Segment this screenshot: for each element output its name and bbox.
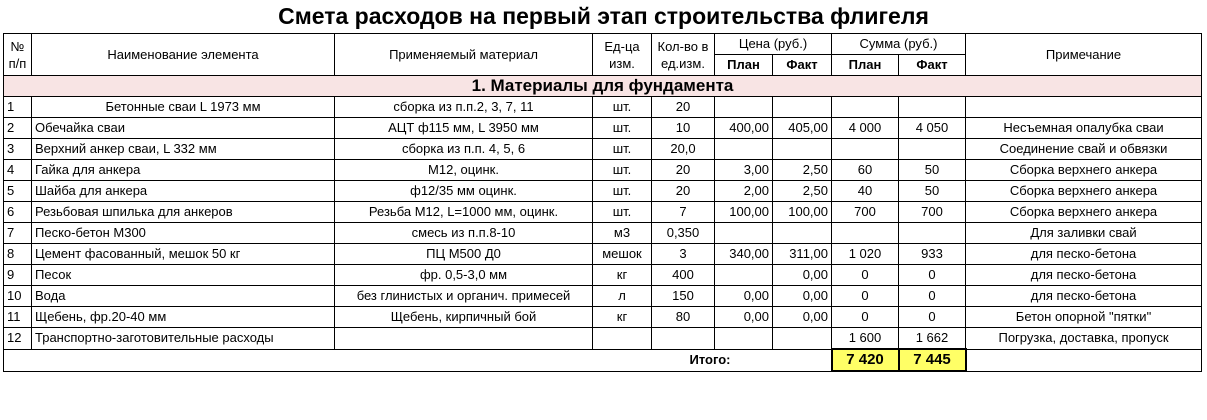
cell-name: Песок [32, 265, 335, 286]
cell-price-plan: 0,00 [715, 307, 773, 328]
cell-qty: 80 [652, 307, 715, 328]
cell-unit: шт. [593, 160, 652, 181]
cell-name: Гайка для анкера [32, 160, 335, 181]
header-price: Цена (руб.) [715, 34, 832, 55]
cell-note: Сборка верхнего анкера [966, 160, 1202, 181]
cell-price-plan: 3,00 [715, 160, 773, 181]
header-name: Наименование элемента [32, 34, 335, 76]
cell-material: ф12/35 мм оцинк. [335, 181, 593, 202]
cell-note: Для заливки свай [966, 223, 1202, 244]
cell-unit [593, 328, 652, 350]
cell-price-plan: 100,00 [715, 202, 773, 223]
cell-price-fact: 2,50 [773, 181, 832, 202]
cell-note: Сборка верхнего анкера [966, 181, 1202, 202]
cell-sum-plan [832, 97, 899, 118]
cell-qty: 20 [652, 97, 715, 118]
cell-name: Шайба для анкера [32, 181, 335, 202]
cell-price-fact: 0,00 [773, 265, 832, 286]
header-material: Применяемый материал [335, 34, 593, 76]
cell-name: Обечайка сваи [32, 118, 335, 139]
cell-price-fact: 100,00 [773, 202, 832, 223]
cell-sum-fact [899, 97, 966, 118]
cell-qty: 20,0 [652, 139, 715, 160]
cell-price-plan [715, 265, 773, 286]
cell-price-fact: 0,00 [773, 286, 832, 307]
cell-qty [652, 328, 715, 350]
cell-sum-plan: 0 [832, 286, 899, 307]
cell-price-plan: 2,00 [715, 181, 773, 202]
header-qty: Кол-во в ед.изм. [652, 34, 715, 76]
cell-qty: 20 [652, 160, 715, 181]
table-row [4, 139, 1202, 160]
total-fact: 7 445 [899, 349, 966, 371]
cell-sum-plan: 1 020 [832, 244, 899, 265]
total-plan: 7 420 [832, 349, 899, 371]
cell-unit: кг [593, 307, 652, 328]
cell-sum-fact [899, 139, 966, 160]
cell-note: для песко-бетона [966, 244, 1202, 265]
header-sum-plan: План [832, 55, 899, 76]
cell-name: Верхний анкер сваи, L 332 мм [32, 139, 335, 160]
cell-sum-fact: 1 662 [899, 328, 966, 350]
table-row [4, 223, 1202, 244]
total-label: Итого: [4, 349, 832, 371]
cell-note [966, 97, 1202, 118]
cell-material: АЦТ ф115 мм, L 3950 мм [335, 118, 593, 139]
header-sum: Сумма (руб.) [832, 34, 966, 55]
cell-material: Резьба М12, L=1000 мм, оцинк. [335, 202, 593, 223]
cell-num: 10 [4, 286, 32, 307]
cell-sum-fact: 700 [899, 202, 966, 223]
cell-name: Цемент фасованный, мешок 50 кг [32, 244, 335, 265]
cell-sum-fact: 0 [899, 265, 966, 286]
cell-unit: шт. [593, 97, 652, 118]
estimate-table [3, 33, 1202, 372]
cell-note: Несъемная опалубка сваи [966, 118, 1202, 139]
header-price-plan: План [715, 55, 773, 76]
table-row [4, 181, 1202, 202]
cell-note: Сборка верхнего анкера [966, 202, 1202, 223]
cell-qty: 7 [652, 202, 715, 223]
cell-sum-plan: 4 000 [832, 118, 899, 139]
table-row [4, 202, 1202, 223]
cell-material: без глинистых и органич. примесей [335, 286, 593, 307]
cell-num: 1 [4, 97, 32, 118]
cell-qty: 10 [652, 118, 715, 139]
cell-sum-fact: 50 [899, 160, 966, 181]
header-sum-fact: Факт [899, 55, 966, 76]
cell-sum-fact: 4 050 [899, 118, 966, 139]
cell-name: Транспортно-заготовительные расходы [32, 328, 335, 350]
cell-num: 12 [4, 328, 32, 350]
cell-name: Вода [32, 286, 335, 307]
cell-price-plan [715, 97, 773, 118]
cell-unit: кг [593, 265, 652, 286]
cell-price-plan [715, 139, 773, 160]
cell-name: Щебень, фр.20-40 мм [32, 307, 335, 328]
cell-num: 6 [4, 202, 32, 223]
cell-qty: 3 [652, 244, 715, 265]
cell-qty: 0,350 [652, 223, 715, 244]
cell-unit: м3 [593, 223, 652, 244]
cell-price-fact [773, 223, 832, 244]
header-note: Примечание [966, 34, 1202, 76]
header-price-fact: Факт [773, 55, 832, 76]
cell-price-fact: 0,00 [773, 307, 832, 328]
header-unit: Ед-ца изм. [593, 34, 652, 76]
cell-sum-fact: 933 [899, 244, 966, 265]
cell-sum-plan: 700 [832, 202, 899, 223]
cell-name: Бетонные сваи L 1973 мм [32, 97, 335, 118]
cell-sum-plan: 60 [832, 160, 899, 181]
cell-qty: 400 [652, 265, 715, 286]
cell-sum-plan: 0 [832, 307, 899, 328]
cell-qty: 150 [652, 286, 715, 307]
cell-sum-fact: 0 [899, 307, 966, 328]
cell-num: 4 [4, 160, 32, 181]
cell-num: 9 [4, 265, 32, 286]
table-row [4, 307, 1202, 328]
table-row [4, 328, 1202, 350]
header-num: № п/п [4, 34, 32, 76]
cell-num: 5 [4, 181, 32, 202]
cell-price-fact [773, 97, 832, 118]
table-row [4, 97, 1202, 118]
cell-price-fact [773, 139, 832, 160]
cell-note: Бетон опорной "пятки" [966, 307, 1202, 328]
cell-name: Песко-бетон М300 [32, 223, 335, 244]
cell-price-fact: 2,50 [773, 160, 832, 181]
table-row [4, 160, 1202, 181]
cell-material: фр. 0,5-3,0 мм [335, 265, 593, 286]
cell-price-plan: 340,00 [715, 244, 773, 265]
cell-sum-fact: 0 [899, 286, 966, 307]
cell-material: ПЦ М500 Д0 [335, 244, 593, 265]
page-title: Смета расходов на первый этап строительства флигеля [278, 3, 929, 29]
cell-note: для песко-бетона [966, 265, 1202, 286]
cell-sum-fact: 50 [899, 181, 966, 202]
cell-price-plan: 0,00 [715, 286, 773, 307]
cell-unit: шт. [593, 181, 652, 202]
section-title: 1. Материалы для фундамента [4, 76, 1202, 97]
section-row [4, 76, 1202, 97]
cell-price-plan [715, 328, 773, 350]
cell-material: М12, оцинк. [335, 160, 593, 181]
cell-material: смесь из п.п.8-10 [335, 223, 593, 244]
cell-price-plan [715, 223, 773, 244]
cell-note: для песко-бетона [966, 286, 1202, 307]
cell-num: 8 [4, 244, 32, 265]
cell-price-plan: 400,00 [715, 118, 773, 139]
cell-price-fact [773, 328, 832, 350]
cell-unit: шт. [593, 118, 652, 139]
cell-qty: 20 [652, 181, 715, 202]
cell-material [335, 328, 593, 350]
cell-price-fact: 311,00 [773, 244, 832, 265]
table-row [4, 244, 1202, 265]
cell-unit: шт. [593, 202, 652, 223]
cell-sum-plan [832, 223, 899, 244]
cell-num: 3 [4, 139, 32, 160]
cell-material: сборка из п.п. 4, 5, 6 [335, 139, 593, 160]
cell-note: Соединение свай и обвязки [966, 139, 1202, 160]
cell-unit: мешок [593, 244, 652, 265]
cell-sum-plan [832, 139, 899, 160]
cell-price-fact: 405,00 [773, 118, 832, 139]
cell-note: Погрузка, доставка, пропуск [966, 328, 1202, 350]
cell-material: Щебень, кирпичный бой [335, 307, 593, 328]
cell-num: 11 [4, 307, 32, 328]
cell-num: 2 [4, 118, 32, 139]
header-row-1 [4, 34, 1202, 55]
cell-sum-plan: 1 600 [832, 328, 899, 350]
cell-unit: л [593, 286, 652, 307]
cell-unit: шт. [593, 139, 652, 160]
total-note-empty [966, 349, 1202, 371]
cell-num: 7 [4, 223, 32, 244]
cell-material: сборка из п.п.2, 3, 7, 11 [335, 97, 593, 118]
total-row [4, 349, 1202, 371]
table-row [4, 265, 1202, 286]
cell-sum-plan: 40 [832, 181, 899, 202]
cell-sum-plan: 0 [832, 265, 899, 286]
table-row [4, 118, 1202, 139]
cell-name: Резьбовая шпилька для анкеров [32, 202, 335, 223]
table-row [4, 286, 1202, 307]
cell-sum-fact [899, 223, 966, 244]
